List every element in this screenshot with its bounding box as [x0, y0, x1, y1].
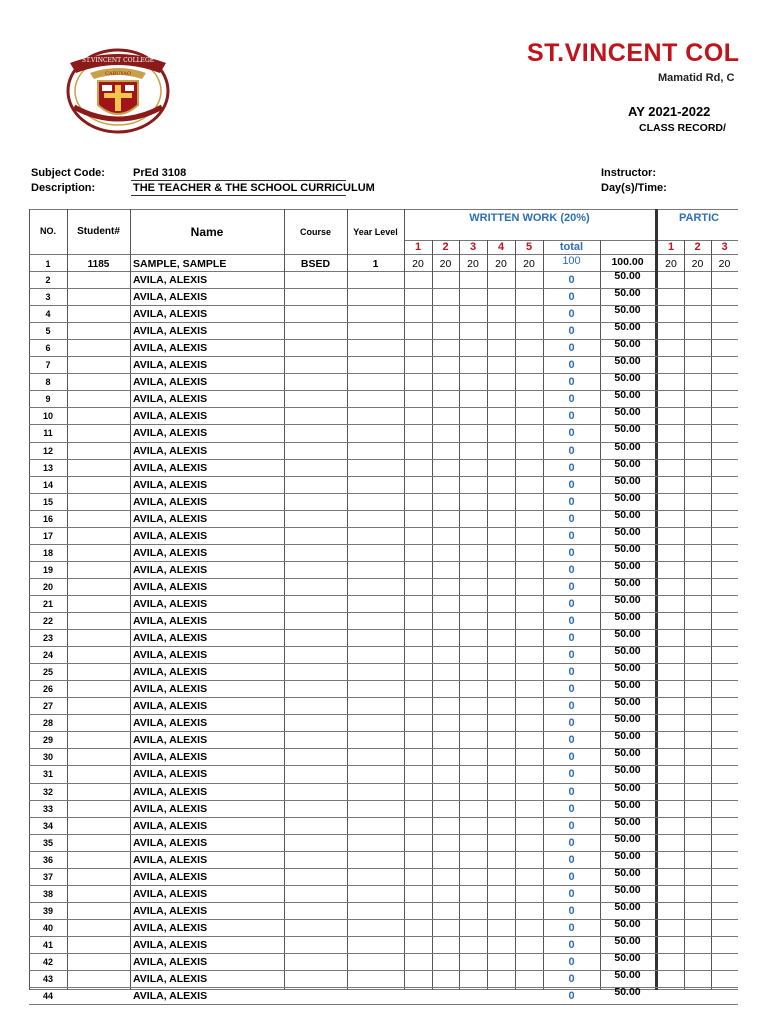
ww-percent-value: 50.00 — [614, 372, 641, 384]
sample-score-1: 20 — [412, 258, 424, 270]
row-number: 29 — [42, 735, 53, 745]
ww-total-value: 0 — [568, 427, 575, 439]
ww-total-value: 0 — [568, 837, 575, 849]
row-number: 37 — [42, 872, 53, 882]
ww-percent-value: 50.00 — [614, 662, 641, 674]
header-name: Name — [190, 225, 224, 239]
ww-total-value: 0 — [568, 564, 575, 576]
row-number: 12 — [42, 446, 53, 456]
row-number: 10 — [42, 411, 53, 421]
record-title: CLASS RECORD/ — [639, 122, 726, 134]
ww-total-value: 0 — [568, 496, 575, 508]
sample-score-5: 20 — [523, 258, 535, 270]
student-name: AVILA, ALEXIS — [133, 632, 208, 644]
header-year-level: Year Level — [353, 227, 398, 237]
ww-percent-value: 50.00 — [614, 423, 641, 435]
student-name: AVILA, ALEXIS — [133, 291, 208, 303]
row-number: 22 — [42, 616, 53, 626]
ww-total-value: 0 — [568, 768, 575, 780]
part-item-3: 3 — [721, 241, 728, 253]
part-item-2: 2 — [694, 241, 701, 253]
student-name: AVILA, ALEXIS — [133, 427, 208, 439]
description-label: Description: — [31, 182, 96, 194]
ww-total-value: 0 — [568, 939, 575, 951]
header-written-work: WRITTEN WORK (20%) — [469, 212, 590, 224]
ww-percent-value: 50.00 — [614, 833, 641, 845]
ww-total-value: 0 — [568, 513, 575, 525]
col-line — [347, 209, 348, 990]
section-divider — [655, 209, 658, 990]
student-name: AVILA, ALEXIS — [133, 598, 208, 610]
sample-row-course: BSED — [300, 258, 331, 270]
row-number: 15 — [42, 497, 53, 507]
ww-percent-value: 50.00 — [614, 611, 641, 623]
ww-percent-value: 50.00 — [614, 321, 641, 333]
ww-total-value: 0 — [568, 888, 575, 900]
row-number: 43 — [42, 974, 53, 984]
description-underline — [131, 195, 346, 196]
row-number: 3 — [45, 292, 51, 302]
row-number: 34 — [42, 821, 53, 831]
student-name: AVILA, ALEXIS — [133, 445, 208, 457]
col-line — [432, 240, 433, 990]
row-number: 41 — [42, 940, 53, 950]
ww-total-value: 0 — [568, 342, 575, 354]
col-line — [711, 240, 712, 990]
student-name: AVILA, ALEXIS — [133, 786, 208, 798]
row-number: 5 — [45, 326, 51, 336]
student-name: AVILA, ALEXIS — [133, 359, 208, 371]
ww-percent-value: 50.00 — [614, 816, 641, 828]
row-number: 23 — [42, 633, 53, 643]
subject-code-value: PrEd 3108 — [133, 167, 187, 179]
ww-total-value: 0 — [568, 700, 575, 712]
description-value: THE TEACHER & THE SCHOOL CURRICULUM — [133, 182, 375, 194]
student-name: AVILA, ALEXIS — [133, 666, 208, 678]
student-name: AVILA, ALEXIS — [133, 564, 208, 576]
student-name: AVILA, ALEXIS — [133, 410, 208, 422]
logo-top-text: ST.VINCENT COLLEGE — [81, 57, 155, 64]
sample-total: 100 — [562, 255, 581, 267]
row-number: 32 — [42, 787, 53, 797]
student-name: AVILA, ALEXIS — [133, 479, 208, 491]
subject-code-underline — [131, 180, 346, 181]
college-name: ST.VINCENT COL — [527, 39, 740, 67]
part-item-1: 1 — [667, 241, 675, 253]
row-number: 24 — [42, 650, 53, 660]
ww-total-value: 0 — [568, 376, 575, 388]
row-number: 25 — [42, 667, 53, 677]
student-name: AVILA, ALEXIS — [133, 905, 208, 917]
college-seal-logo — [60, 45, 176, 135]
student-name: AVILA, ALEXIS — [133, 325, 208, 337]
row-number: 7 — [45, 360, 51, 370]
row-number: 17 — [42, 531, 53, 541]
ww-percent-value: 50.00 — [614, 884, 641, 896]
ww-total-value: 0 — [568, 905, 575, 917]
ww-percent-value: 50.00 — [614, 475, 641, 487]
ww-total-value: 0 — [568, 359, 575, 371]
ww-total-value: 0 — [568, 410, 575, 422]
row-number: 30 — [42, 752, 53, 762]
row-rule — [29, 1004, 738, 1005]
col-line — [67, 209, 68, 990]
ww-percent-value: 50.00 — [614, 850, 641, 862]
student-name: AVILA, ALEXIS — [133, 342, 208, 354]
ww-total-value: 0 — [568, 393, 575, 405]
student-name: AVILA, ALEXIS — [133, 717, 208, 729]
ww-total-value: 0 — [568, 666, 575, 678]
student-name: AVILA, ALEXIS — [133, 393, 208, 405]
subject-code-label: Subject Code: — [31, 167, 105, 179]
student-name: AVILA, ALEXIS — [133, 803, 208, 815]
student-name: AVILA, ALEXIS — [133, 888, 208, 900]
ww-total-value: 0 — [568, 956, 575, 968]
ww-percent-value: 50.00 — [614, 594, 641, 606]
col-line — [487, 240, 488, 990]
student-name: AVILA, ALEXIS — [133, 513, 208, 525]
ww-item-1: 1 — [414, 241, 422, 253]
ww-item-3: 3 — [469, 241, 477, 253]
student-name: AVILA, ALEXIS — [133, 496, 208, 508]
ww-item-2: 2 — [442, 241, 449, 253]
sample-score-3: 20 — [467, 258, 479, 270]
sample-score-2: 20 — [439, 258, 452, 270]
ww-total-value: 0 — [568, 871, 575, 883]
student-name: AVILA, ALEXIS — [133, 939, 208, 951]
row-number: 35 — [42, 838, 53, 848]
ww-total-value: 0 — [568, 598, 575, 610]
row-number: 16 — [42, 514, 53, 524]
sample-score-4: 20 — [495, 258, 507, 270]
student-name: AVILA, ALEXIS — [133, 820, 208, 832]
row-number: 40 — [42, 923, 53, 933]
ww-percent-value: 50.00 — [614, 782, 641, 794]
ww-percent-value: 50.00 — [614, 509, 641, 521]
ww-percent-value: 50.00 — [614, 935, 641, 947]
row-number: 44 — [42, 991, 53, 1001]
ww-total-value: 0 — [568, 734, 575, 746]
ww-total-value: 0 — [568, 615, 575, 627]
student-name: AVILA, ALEXIS — [133, 683, 208, 695]
sample-part-3: 20 — [718, 258, 731, 270]
student-name: AVILA, ALEXIS — [133, 751, 208, 763]
student-name: AVILA, ALEXIS — [133, 649, 208, 661]
header-participation: PARTIC — [679, 212, 720, 224]
ww-total-value: 0 — [568, 854, 575, 866]
sample-percent: 100.00 — [611, 256, 644, 268]
col-line — [459, 240, 460, 990]
ww-total-value: 0 — [568, 649, 575, 661]
row-number: 42 — [42, 957, 53, 967]
ww-percent-value: 50.00 — [614, 730, 641, 742]
student-name: AVILA, ALEXIS — [133, 837, 208, 849]
ww-total-value: 0 — [568, 632, 575, 644]
row-number: 2 — [45, 275, 51, 285]
sample-row-student: 1185 — [87, 259, 110, 270]
ww-percent-value: 50.00 — [614, 441, 641, 453]
row-number: 11 — [43, 428, 53, 438]
student-name: AVILA, ALEXIS — [133, 547, 208, 559]
ww-total-label: total — [559, 241, 584, 253]
ww-item-4: 4 — [497, 241, 505, 253]
ww-total-value: 0 — [568, 973, 575, 985]
student-name: AVILA, ALEXIS — [133, 990, 208, 1002]
header-bottom-rule — [29, 254, 738, 255]
ww-total-value: 0 — [568, 717, 575, 729]
student-name: AVILA, ALEXIS — [133, 871, 208, 883]
ww-total-value: 0 — [568, 990, 575, 1002]
student-name: AVILA, ALEXIS — [133, 462, 208, 474]
ww-percent-value: 50.00 — [614, 406, 641, 418]
student-name: AVILA, ALEXIS — [133, 700, 208, 712]
student-name: AVILA, ALEXIS — [133, 768, 208, 780]
ww-total-value: 0 — [568, 308, 575, 320]
row-number: 13 — [42, 463, 53, 473]
ww-total-value: 0 — [568, 820, 575, 832]
table-top-border — [29, 209, 738, 210]
ww-percent-value: 50.00 — [614, 389, 641, 401]
ww-percent-value: 50.00 — [614, 287, 641, 299]
student-name: AVILA, ALEXIS — [133, 922, 208, 934]
sample-part-1: 20 — [665, 258, 677, 270]
row-number: 27 — [42, 701, 53, 711]
row-number: 8 — [45, 377, 51, 387]
ww-total-value: 0 — [568, 325, 575, 337]
row-number: 31 — [42, 769, 53, 779]
ww-percent-value: 50.00 — [614, 355, 641, 367]
ww-total-value: 0 — [568, 462, 575, 474]
row-number: 18 — [42, 548, 53, 558]
class-record-table — [29, 209, 738, 1002]
col-line — [404, 209, 405, 990]
ww-total-value: 0 — [568, 922, 575, 934]
ww-percent-value: 50.00 — [614, 492, 641, 504]
ww-total-value: 0 — [568, 751, 575, 763]
ww-percent-value: 50.00 — [614, 969, 641, 981]
row-number: 14 — [42, 480, 53, 490]
student-name: AVILA, ALEXIS — [133, 581, 208, 593]
row-number: 39 — [42, 906, 53, 916]
ww-percent-value: 50.00 — [614, 952, 641, 964]
ww-percent-value: 50.00 — [614, 645, 641, 657]
row-number: 26 — [42, 684, 53, 694]
ww-total-value: 0 — [568, 683, 575, 695]
ww-percent-value: 50.00 — [614, 577, 641, 589]
sample-part-2: 20 — [691, 258, 704, 270]
ww-percent-value: 50.00 — [614, 679, 641, 691]
student-name: AVILA, ALEXIS — [133, 734, 208, 746]
ww-percent-value: 50.00 — [614, 543, 641, 555]
ww-percent-value: 50.00 — [614, 713, 641, 725]
ww-item-5: 5 — [525, 241, 533, 253]
ww-percent-value: 50.00 — [614, 867, 641, 879]
student-name: AVILA, ALEXIS — [133, 973, 208, 985]
row-number: 36 — [42, 855, 53, 865]
ww-total-value: 0 — [568, 530, 575, 542]
ww-percent-value: 50.00 — [614, 696, 641, 708]
student-name: AVILA, ALEXIS — [133, 274, 208, 286]
ww-percent-value: 50.00 — [614, 458, 641, 470]
ww-percent-value: 50.00 — [614, 526, 641, 538]
row-number: 21 — [42, 599, 53, 609]
student-name: AVILA, ALEXIS — [133, 530, 208, 542]
row-number: 4 — [45, 309, 51, 319]
header-no: NO. — [39, 226, 56, 236]
student-name: AVILA, ALEXIS — [133, 615, 208, 627]
ww-percent-value: 50.00 — [614, 560, 641, 572]
ww-percent-value: 50.00 — [614, 986, 641, 998]
sample-row-year: 1 — [372, 258, 379, 270]
ww-total-value: 0 — [568, 581, 575, 593]
ww-percent-value: 50.00 — [614, 628, 641, 640]
academic-year: AY 2021-2022 — [628, 104, 711, 119]
student-name: AVILA, ALEXIS — [133, 308, 208, 320]
row-number: 28 — [42, 718, 53, 728]
student-name: AVILA, ALEXIS — [133, 854, 208, 866]
ww-total-value: 0 — [568, 274, 575, 286]
ww-total-value: 0 — [568, 479, 575, 491]
header-course: Course — [299, 227, 331, 237]
row-number: 33 — [42, 804, 53, 814]
ww-total-value: 0 — [568, 291, 575, 303]
college-address: Mamatid Rd, C — [658, 72, 735, 84]
ww-total-value: 0 — [568, 547, 575, 559]
col-line — [684, 240, 685, 990]
student-name: AVILA, ALEXIS — [133, 956, 208, 968]
row-number: 38 — [42, 889, 53, 899]
ww-percent-value: 50.00 — [614, 799, 641, 811]
logo-banner-text: CABUYAO — [105, 71, 131, 77]
ww-percent-value: 50.00 — [614, 901, 641, 913]
ww-total-value: 0 — [568, 445, 575, 457]
ww-total-value: 0 — [568, 803, 575, 815]
ww-percent-value: 50.00 — [614, 270, 641, 282]
ww-total-value: 0 — [568, 786, 575, 798]
days-time-label: Day(s)/Time: — [601, 182, 667, 194]
row-number: 19 — [42, 565, 53, 575]
row-number: 20 — [42, 582, 53, 592]
ww-percent-value: 50.00 — [614, 764, 641, 776]
instructor-label: Instructor: — [601, 167, 656, 179]
col-line — [284, 209, 285, 990]
ww-percent-value: 50.00 — [614, 918, 641, 930]
sample-row-name: SAMPLE, SAMPLE — [133, 258, 227, 270]
row-number: 9 — [45, 394, 51, 404]
col-line — [515, 240, 516, 990]
student-name: AVILA, ALEXIS — [133, 376, 208, 388]
sample-row-no: 1 — [45, 259, 51, 269]
header-student-number: Student# — [77, 226, 120, 237]
ww-percent-value: 50.00 — [614, 304, 641, 316]
row-number: 6 — [45, 343, 51, 353]
ww-percent-value: 50.00 — [614, 747, 641, 759]
ww-percent-value: 50.00 — [614, 338, 641, 350]
